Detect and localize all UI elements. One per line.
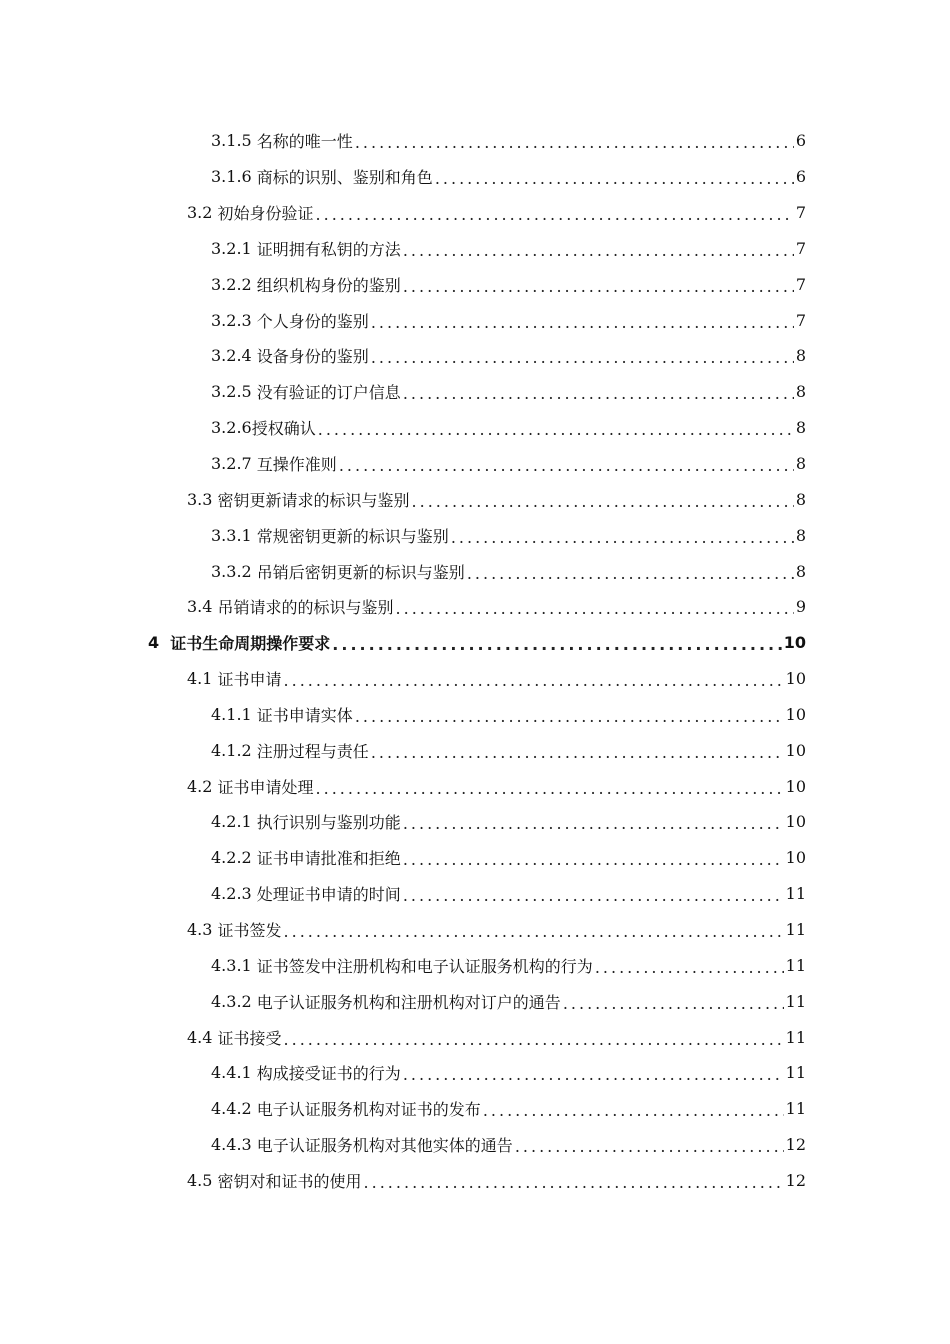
toc-entry-number: 4.2.1 — [211, 812, 257, 832]
toc-entry-number: 4.3.1 — [211, 955, 257, 975]
toc-entry-page-number: 11 — [785, 919, 806, 939]
toc-entry-title: 处理证书申请的时间 — [256, 885, 401, 905]
toc-entry-number: 4.2.2 — [211, 848, 257, 868]
toc-entry-title: 电子认证服务机构和注册机构对订户的通告 — [256, 992, 561, 1012]
toc-entry[interactable] — [0, 983, 806, 1019]
toc-entry[interactable] — [0, 1162, 806, 1198]
toc-entry-number: 4.1.2 — [211, 740, 257, 760]
toc-entry-page-number: 11 — [785, 955, 806, 975]
toc-entry-page-number: 8 — [795, 346, 806, 366]
toc-entry[interactable] — [0, 732, 806, 768]
toc-entry-page-number: 11 — [785, 884, 806, 904]
toc-entry-page-number: 8 — [795, 454, 806, 474]
table-of-contents — [0, 123, 950, 1198]
toc-entry-number: 4.4 — [187, 1027, 218, 1047]
toc-entry-title: 证书申请 — [217, 670, 282, 690]
toc-entry-number: 4.4.3 — [211, 1135, 257, 1155]
toc-entry-title: 吊销请求的的标识与鉴别 — [217, 598, 394, 618]
toc-entry-number: 4.1 — [187, 669, 218, 689]
toc-entry-page-number: 7 — [795, 310, 806, 330]
toc-entry-title: 个人身份的鉴别 — [256, 311, 369, 331]
toc-entry[interactable] — [0, 553, 806, 589]
toc-dot-leader — [483, 1101, 784, 1120]
toc-dot-leader — [355, 707, 784, 726]
toc-entry-number: 3.2.1 — [211, 238, 257, 258]
toc-entry-number: 4.4.1 — [211, 1063, 257, 1083]
toc-entry[interactable] — [0, 697, 806, 733]
toc-entry-title: 设备身份的鉴别 — [256, 347, 369, 367]
toc-entry-number: 4 — [148, 633, 171, 653]
toc-dot-leader — [316, 779, 784, 798]
toc-entry-title: 证书生命周期操作要求 — [170, 634, 331, 654]
toc-entry-page-number: 8 — [795, 418, 806, 438]
toc-entry-title: 没有验证的订户信息 — [256, 383, 401, 403]
toc-entry-number: 4.4.2 — [211, 1099, 257, 1119]
toc-dot-leader — [403, 1065, 784, 1084]
toc-entry-page-number: 8 — [795, 382, 806, 402]
toc-dot-leader — [403, 814, 784, 833]
toc-entry-title: 证书签发 — [217, 920, 282, 940]
toc-entry-number: 3.3.1 — [211, 525, 257, 545]
toc-entry[interactable] — [0, 446, 806, 482]
toc-entry[interactable] — [0, 876, 806, 912]
toc-entry-title: 注册过程与责任 — [256, 741, 369, 761]
toc-dot-leader — [467, 564, 794, 583]
toc-entry-title: 证书接受 — [217, 1028, 282, 1048]
toc-entry-number: 4.2 — [187, 776, 218, 796]
toc-entry-title: 吊销后密钥更新的标识与鉴别 — [256, 562, 465, 582]
toc-dot-leader — [412, 492, 794, 511]
toc-entry[interactable] — [0, 768, 806, 804]
toc-dot-leader — [371, 313, 794, 332]
toc-entry[interactable] — [0, 410, 806, 446]
toc-dot-leader — [318, 420, 794, 439]
toc-entry-page-number: 11 — [785, 1063, 806, 1083]
toc-entry-page-number: 11 — [785, 991, 806, 1011]
toc-entry-number: 4.3 — [187, 919, 218, 939]
toc-entry-page-number: 7 — [795, 274, 806, 294]
toc-dot-leader — [563, 994, 784, 1013]
toc-dot-leader — [403, 277, 794, 296]
toc-dot-leader — [403, 384, 794, 403]
toc-entry-page-number: 10 — [783, 633, 806, 653]
toc-dot-leader — [284, 671, 784, 690]
toc-entry[interactable] — [0, 159, 806, 195]
toc-entry[interactable] — [0, 302, 806, 338]
toc-entry-number: 3.2.4 — [211, 346, 257, 366]
toc-dot-leader — [284, 1030, 784, 1049]
toc-entry[interactable] — [0, 231, 806, 267]
toc-entry-title: 互操作准则 — [256, 455, 337, 475]
toc-dot-leader — [316, 205, 794, 224]
toc-dot-leader — [595, 958, 784, 977]
toc-entry-number: 3.2.5 — [211, 382, 257, 402]
toc-dot-leader — [403, 886, 784, 905]
toc-entry-page-number: 10 — [785, 740, 806, 760]
toc-entry-title: 证书申请处理 — [217, 777, 314, 797]
toc-entry-title: 证书申请实体 — [256, 705, 353, 725]
toc-entry[interactable] — [0, 338, 806, 374]
toc-dot-leader — [339, 456, 794, 475]
toc-dot-leader — [332, 635, 781, 654]
toc-entry-title: 执行识别与鉴别功能 — [256, 813, 401, 833]
toc-entry[interactable] — [0, 123, 806, 159]
toc-dot-leader — [403, 241, 794, 260]
toc-entry-number: 3.2.6 — [211, 418, 252, 438]
toc-entry-page-number: 11 — [785, 1099, 806, 1119]
toc-entry-title: 密钥更新请求的标识与鉴别 — [217, 490, 410, 510]
toc-entry-title: 电子认证服务机构对证书的发布 — [256, 1100, 481, 1120]
toc-entry-page-number: 10 — [785, 812, 806, 832]
toc-entry[interactable] — [0, 266, 806, 302]
toc-entry[interactable] — [0, 661, 806, 697]
toc-entry-title: 证明拥有私钥的方法 — [256, 239, 401, 259]
toc-entry-page-number: 10 — [785, 776, 806, 796]
toc-dot-leader — [451, 528, 794, 547]
toc-dot-leader — [515, 1137, 784, 1156]
toc-entry-number: 3.2 — [187, 203, 218, 223]
toc-entry-title: 授权确认 — [251, 419, 316, 439]
toc-entry[interactable] — [0, 840, 806, 876]
toc-entry[interactable] — [0, 195, 806, 231]
toc-entry-page-number: 12 — [785, 1170, 806, 1190]
toc-entry-number: 3.1.6 — [211, 167, 257, 187]
toc-entry-number: 3.4 — [187, 597, 218, 617]
toc-dot-leader — [284, 922, 784, 941]
toc-entry[interactable] — [0, 947, 806, 983]
toc-dot-leader — [371, 348, 794, 367]
toc-entry-page-number: 9 — [795, 597, 806, 617]
toc-entry-page-number: 8 — [795, 525, 806, 545]
toc-entry[interactable] — [0, 625, 806, 661]
toc-entry-page-number: 6 — [795, 131, 806, 151]
toc-entry[interactable] — [0, 374, 806, 410]
toc-dot-leader — [435, 169, 794, 188]
toc-entry-title: 证书申请批准和拒绝 — [256, 849, 401, 869]
toc-entry-number: 3.2.7 — [211, 454, 257, 474]
toc-entry-title: 密钥对和证书的使用 — [217, 1171, 362, 1191]
toc-dot-leader — [355, 133, 794, 152]
toc-entry-title: 组织机构身份的鉴别 — [256, 275, 401, 295]
toc-entry[interactable] — [0, 1055, 806, 1091]
toc-dot-leader — [396, 599, 794, 618]
toc-entry-title: 电子认证服务机构对其他实体的通告 — [256, 1136, 513, 1156]
toc-entry[interactable] — [0, 589, 806, 625]
toc-entry-page-number: 7 — [795, 238, 806, 258]
toc-entry-number: 3.1.5 — [211, 131, 257, 151]
toc-entry-number: 3.3 — [187, 489, 218, 509]
toc-entry-page-number: 10 — [785, 848, 806, 868]
toc-entry-number: 4.1.1 — [211, 704, 257, 724]
toc-entry-title: 商标的识别、鉴别和角色 — [256, 168, 433, 188]
toc-entry-number: 4.5 — [187, 1170, 218, 1190]
toc-entry-title: 名称的唯一性 — [256, 132, 353, 152]
toc-entry[interactable] — [0, 1091, 806, 1127]
toc-entry-number: 4.2.3 — [211, 884, 257, 904]
toc-entry-page-number: 12 — [785, 1135, 806, 1155]
toc-entry-title: 构成接受证书的行为 — [256, 1064, 401, 1084]
toc-entry-page-number: 8 — [795, 561, 806, 581]
toc-entry-title: 常规密钥更新的标识与鉴别 — [256, 526, 449, 546]
toc-entry[interactable] — [0, 804, 806, 840]
toc-entry-number: 4.3.2 — [211, 991, 257, 1011]
toc-entry-page-number: 10 — [785, 704, 806, 724]
toc-entry-page-number: 8 — [795, 489, 806, 509]
toc-dot-leader — [371, 743, 784, 762]
toc-entry[interactable] — [0, 1019, 806, 1055]
toc-entry-page-number: 7 — [795, 203, 806, 223]
toc-entry-title: 初始身份验证 — [217, 204, 314, 224]
toc-entry-title: 证书签发中注册机构和电子认证服务机构的行为 — [256, 956, 593, 976]
toc-entry[interactable] — [0, 1127, 806, 1163]
toc-entry-number: 3.2.2 — [211, 274, 257, 294]
toc-dot-leader — [403, 850, 784, 869]
toc-entry-page-number: 11 — [785, 1027, 806, 1047]
toc-dot-leader — [364, 1173, 784, 1192]
toc-entry[interactable] — [0, 517, 806, 553]
toc-entry[interactable] — [0, 912, 806, 948]
toc-entry-page-number: 6 — [795, 167, 806, 187]
toc-entry-number: 3.3.2 — [211, 561, 257, 581]
toc-entry-number: 3.2.3 — [211, 310, 257, 330]
toc-entry-page-number: 10 — [785, 669, 806, 689]
toc-entry[interactable] — [0, 481, 806, 517]
